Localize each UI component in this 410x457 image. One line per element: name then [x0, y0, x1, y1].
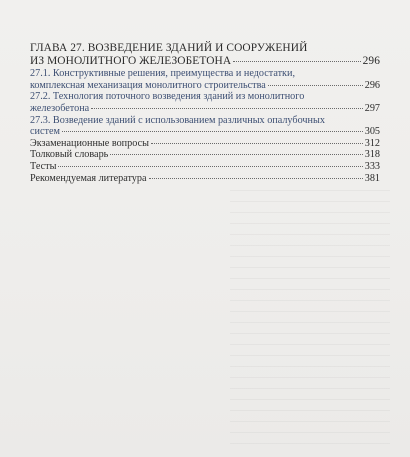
leader-dots: [149, 178, 363, 179]
toc-page-number: 312: [364, 137, 380, 149]
toc-entry-text-line: 27.1. Конструктивные решения, преимущества и недостатки,: [30, 68, 295, 80]
toc-entry-tests: [30, 161, 380, 173]
toc-entry-text-line: железобетона: [30, 102, 90, 114]
toc-entry-chapter-27: [30, 42, 380, 67]
toc-entry-exam-questions: [30, 138, 380, 150]
toc-entry-text-line: ГЛАВА 27. ВОЗВЕДЕНИЕ ЗДАНИЙ И СООРУЖЕНИЙ: [30, 42, 308, 54]
toc-page-number: 296: [364, 79, 380, 91]
leader-dots: [62, 131, 363, 132]
toc-entry-section-27-3: [30, 115, 380, 138]
leader-dots: [110, 154, 362, 155]
toc-page-number: 333: [364, 160, 380, 172]
toc-entry-text-line: ИЗ МОНОЛИТНОГО ЖЕЛЕЗОБЕТОНА: [30, 54, 232, 67]
toc-entry-text-line: 27.3. Возведение зданий с использованием различных опалубочных: [30, 114, 325, 126]
toc-entry-recommended-literature: [30, 173, 380, 185]
leader-dots: [58, 166, 362, 167]
toc-entry-text-line: систем: [30, 126, 60, 138]
toc-page-number: 297: [364, 102, 380, 114]
toc-entry-text-line: Рекомендуемая литература: [30, 172, 147, 184]
toc-page-number: 296: [362, 54, 380, 67]
toc-page-number: 381: [364, 172, 380, 184]
leader-dots: [268, 85, 363, 86]
leader-dots: [233, 61, 360, 62]
reverse-side-bleed: [230, 190, 390, 450]
toc-entry-text-line: Тесты: [30, 160, 57, 172]
toc-entry-section-27-1: [30, 68, 380, 91]
toc-entry-text-line: Толковый словарь: [30, 149, 109, 161]
leader-dots: [151, 143, 363, 144]
toc-entry-text-line: 27.2. Технология поточного возведения зданий из монолитного: [30, 91, 305, 103]
table-of-contents: [30, 42, 380, 184]
toc-entry-section-27-2: [30, 91, 380, 114]
toc-page-number: 305: [364, 126, 380, 138]
toc-page-number: 318: [364, 149, 380, 161]
toc-entry-glossary: [30, 149, 380, 161]
leader-dots: [91, 108, 363, 109]
toc-entry-text-line: Экзаменационные вопросы: [30, 137, 149, 149]
toc-entry-text-line: комплексная механизация монолитного строительства: [30, 79, 266, 91]
